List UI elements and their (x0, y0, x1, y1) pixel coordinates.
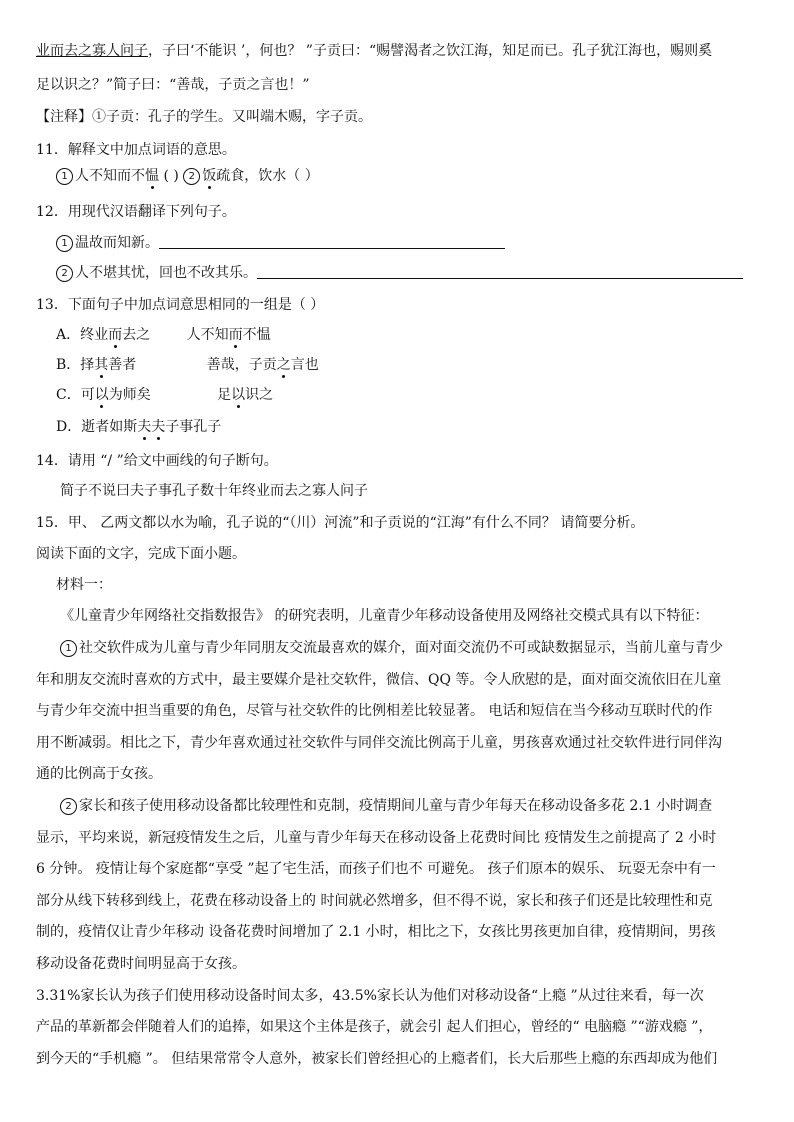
option-b: B．择其善者 善哉，子贡之言也 (56, 357, 319, 373)
option-d: D．逝者如斯夫夫子事孔子 (56, 419, 222, 435)
circled-number: 2 (183, 168, 200, 185)
question-12-item-2: 2 人不堪其忧，回也不改其乐。 (56, 264, 743, 282)
question-12-item-1: 1 温故而知新。 (56, 234, 505, 252)
reading-intro: 阅读下面的文字，完成下面小题。 (36, 546, 246, 562)
answer-paren: ( ) (159, 168, 184, 184)
circled-number: 1 (56, 235, 73, 252)
paragraph-1-line-3: 与青少年交流中担当重要的角色，尽管与社交软件的比例相差比较显著。 电话和短信在当今移动互联时代的作 (36, 703, 713, 719)
paragraph-1-line-5: 通的比例高于女孩。 (36, 766, 162, 782)
circled-number: 2 (60, 798, 77, 815)
underlined-sentence-end: 业而去之寡人问子 (36, 43, 148, 59)
paragraph-1-line-2: 年和朋友交流时喜欢的方式中，最主要媒介是社交软件，微信、QQ 等。令人欣慰的是，面对面交流依旧在儿童 (36, 672, 722, 688)
option-a: A．终业而去之 人不知而不愠 (56, 327, 271, 343)
option-c: C．可以为师矣 足以识之 (56, 387, 274, 403)
circled-number: 1 (56, 168, 73, 185)
paragraph-2-line-1: 2 家长和孩子使用移动设备都比较理性和克制，疫情期间儿童与青少年每天在移动设备多花 2.1 小时调查 (60, 797, 712, 815)
circled-number: 1 (60, 640, 77, 657)
circled-number: 2 (56, 265, 73, 282)
paragraph-1-line-1: 1 社交软件成为儿童与青少年同朋友交流最喜欢的媒介，面对面交流仍不可或缺数据显示，当前儿童与青少 (60, 639, 723, 657)
paragraph-2-line-5: 制的，疫情仅让青少年移动 设备花费时间增加了 2.1 小时，相比之下，女孩比男孩更加自律，疫情期间，男孩 (36, 924, 716, 940)
paragraph-3-line-1: 3.31%家长认为孩子们使用移动设备时间太多，43.5%家长认为他们对移动设备“上瘾 ”从过往来看，每一次 (36, 988, 704, 1004)
annotation-note: 【注释】①子贡：孔子的学生。又叫端木赐，字子贡。 (36, 109, 372, 125)
dotted-word: 饭 (202, 168, 217, 184)
paragraph-1-line-4: 用不断减弱。相比之下，青少年喜欢通过社交软件与同伴交流比例高于儿童，男孩喜欢通过社交软件进行同伴沟 (36, 735, 722, 751)
material-one-label: 材料一： (56, 577, 112, 593)
question-14-sentence: 简子不说曰夫子事孔子数十年终业而去之寡人问子 (60, 483, 368, 499)
passage-line-2: 足以识之？”简子曰：“善哉，子贡之言也！” (36, 77, 310, 93)
paragraph-2-line-4: 部分从线下转移到线上，花费在移动设备上的 时间就必然增多，但不得不说，家长和孩子们还是比较理性和克 (36, 893, 713, 909)
answer-blank-line (257, 264, 743, 279)
question-11-items: 1 人不知而不愠 ( ) 2 饭疏食，饮水（ ） (56, 167, 319, 185)
answer-blank-line (159, 234, 505, 249)
passage-line-1: 业而去之寡人问子，子曰‘不能识 ’，何也？ ”子贡曰：“赐譬渴者之饮江海，知足而已。孔子犹江海也，赐则奚 (36, 43, 713, 59)
question-14-stem: 14．请用 “/ ”给文中画线的句子断句。 (36, 453, 278, 469)
question-15-stem: 15．甲、 乙两文都以水为喻，孔子说的“（川）河流”和子贡说的“江海”有什么不同？ 请简要分析。 (36, 515, 645, 531)
paragraph-2-line-2: 显示，平均来说，新冠疫情发生之后，儿童与青少年每天在移动设备上花费时间比 疫情发生之前提高了 2 小时 (36, 830, 717, 846)
paragraph-2-line-3: 6 分钟。 疫情让每个家庭都“享受 ”起了宅生活，而孩子们也不 可避免。 孩子们原本的娱乐、 玩耍无奈中有一 (36, 861, 716, 877)
question-12-stem: 12．用现代汉语翻译下列句子。 (36, 204, 236, 220)
paragraph-3-line-3: 到今天的“手机瘾 ”。 但结果常常令人意外，被家长们曾经担心的上瘾者们，长大后那些上瘾的东西却成为他们 (36, 1051, 718, 1067)
question-13-stem: 13．下面句子中加点词意思相同的一组是（ ） (36, 297, 325, 313)
dotted-word: 愠 (145, 168, 159, 184)
paragraph-2-line-6: 移动设备花费时间明显高于女孩。 (36, 956, 246, 972)
paragraph-3-line-2: 产品的革新都会伴随着人们的追捧，如果这个主体是孩子，就会引 起人们担心，曾经的“ 电脑瘾 ”“游戏瘾 ”， (36, 1019, 713, 1035)
report-line: 《儿童青少年网络社交指数报告》 的研究表明，儿童青少年移动设备使用及网络社交模式具有以下特征： (60, 608, 709, 624)
question-11-stem: 11．解释文中加点词语的意思。 (36, 142, 236, 158)
